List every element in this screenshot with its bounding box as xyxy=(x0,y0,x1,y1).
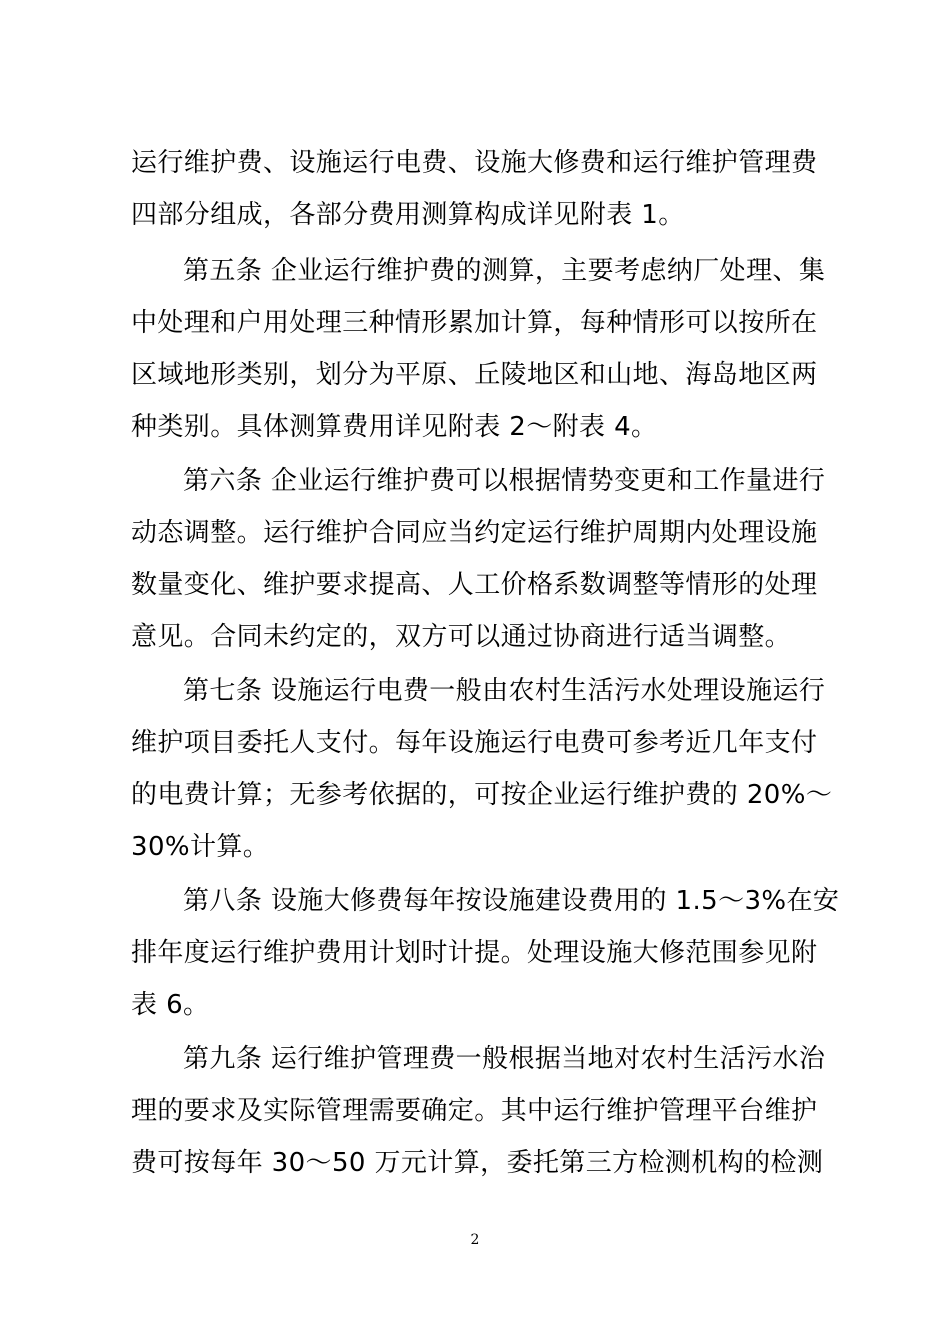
text-line: 费可按每年 30～50 万元计算，委托第三方检测机构的检测 xyxy=(131,1148,824,1178)
article-8-heading-line: 第八条 设施大修费每年按设施建设费用的 1.5～3%在安 xyxy=(183,886,840,916)
text-line: 维护项目委托人支付。每年设施运行电费可参考近几年支付 xyxy=(131,728,818,758)
article-7-heading-line: 第七条 设施运行电费一般由农村生活污水处理设施运行 xyxy=(183,676,826,706)
text-line: 运行维护费、设施运行电费、设施大修费和运行维护管理费 xyxy=(131,148,818,178)
text-line: 排年度运行维护费用计划时计提。处理设施大修范围参见附 xyxy=(131,938,818,968)
page-number: 2 xyxy=(470,1232,480,1248)
text-line: 意见。合同未约定的，双方可以通过协商进行适当调整。 xyxy=(131,622,792,652)
text-line: 四部分组成，各部分费用测算构成详见附表 1。 xyxy=(131,200,685,230)
text-line: 30%计算。 xyxy=(131,832,270,862)
article-5-heading-line: 第五条 企业运行维护费的测算，主要考虑纳厂处理、集 xyxy=(183,256,826,286)
text-line: 表 6。 xyxy=(131,990,210,1020)
article-6-heading-line: 第六条 企业运行维护费可以根据情势变更和工作量进行 xyxy=(183,466,826,496)
article-9-heading-line: 第九条 运行维护管理费一般根据当地对农村生活污水治 xyxy=(183,1044,826,1074)
text-line: 中处理和户用处理三种情形累加计算，每种情形可以按所在 xyxy=(131,308,818,338)
text-line: 区域地形类别，划分为平原、丘陵地区和山地、海岛地区两 xyxy=(131,360,818,390)
text-line: 的电费计算；无参考依据的，可按企业运行维护费的 20%～ xyxy=(131,780,833,810)
text-line: 种类别。具体测算费用详见附表 2～附表 4。 xyxy=(131,412,658,442)
text-line: 理的要求及实际管理需要确定。其中运行维护管理平台维护 xyxy=(131,1096,818,1126)
text-line: 数量变化、维护要求提高、人工价格系数调整等情形的处理 xyxy=(131,570,818,600)
text-line: 动态调整。运行维护合同应当约定运行维护周期内处理设施 xyxy=(131,518,818,548)
